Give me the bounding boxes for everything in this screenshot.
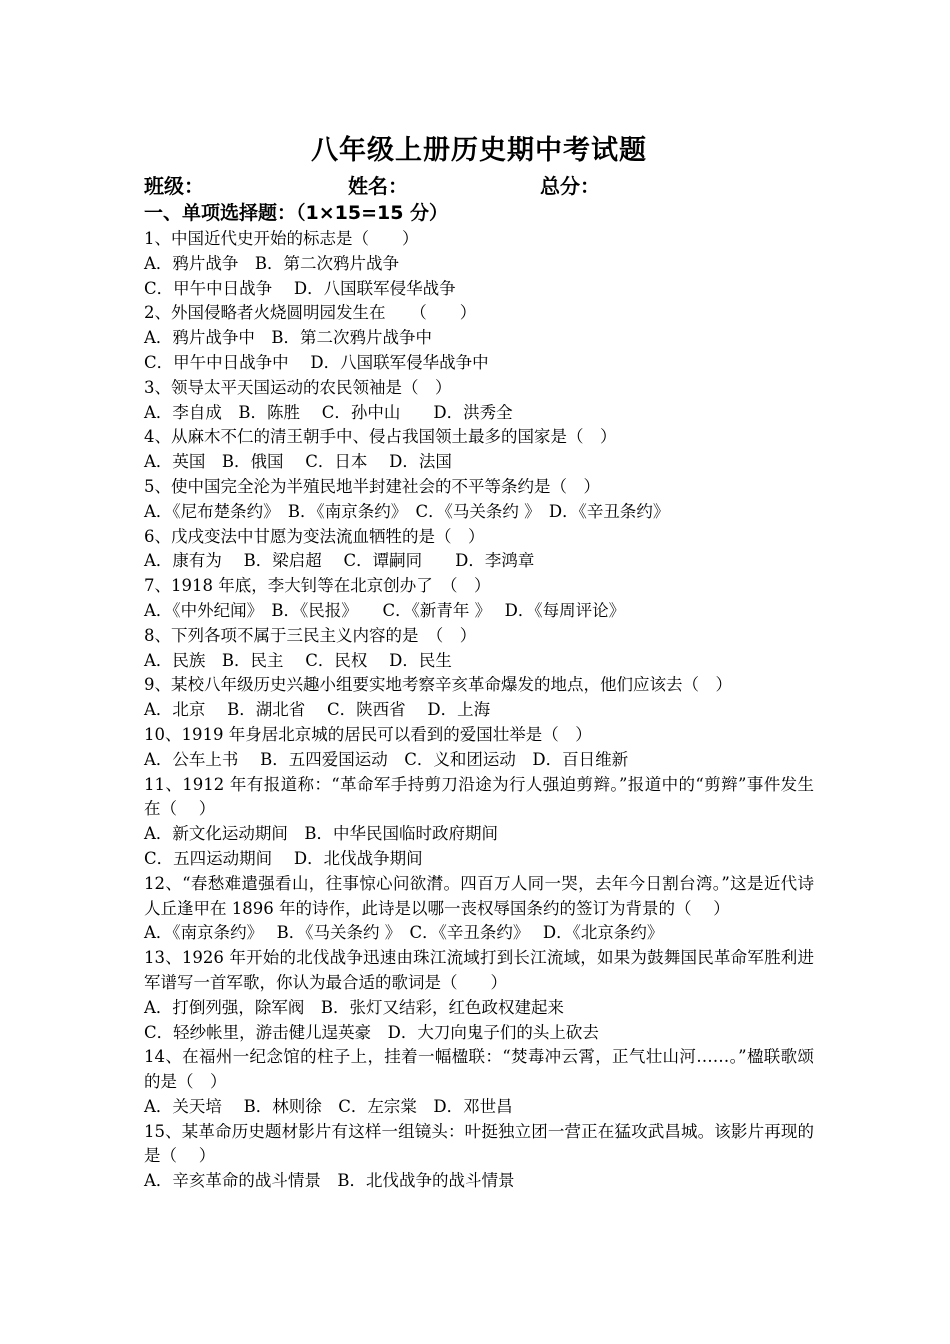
question-text: 11、1912 年有报道称：“革命军手持剪刀沿途为行人强迫剪辫。”报道中的“剪辫”事件发生在（ ） [144, 774, 814, 819]
question-text: 4、从麻木不仁的清王朝手中、侵占我国领土最多的国家是（ ） [144, 427, 617, 447]
question-text: 14、在福州一纪念馆的柱子上，挂着一幅楹联：“焚毒冲云霄，正气壮山河……。”楹联歌颂的是（ ） [144, 1047, 814, 1092]
answer-options: A．《尼布楚条约》 B．《南京条约》 C．《马关条约 》 D．《辛丑条约》 [144, 501, 670, 521]
exam-page [144, 132, 814, 1194]
answer-options: A．辛亥革命的战斗情景 B．北伐战争的战斗情景 [144, 1171, 515, 1191]
answer-options: A．新文化运动期间 B．中华民国临时政府期间 [144, 824, 499, 844]
question-text: 12、“春愁难遣强看山，往事惊心问欲潸。四百万人同一哭，去年今日割台湾。”这是近代诗人丘逢甲在 1896 年的诗作，此诗是以哪一丧权辱国条约的签订为背景的（ ） [144, 873, 814, 918]
answer-options: A．关天培 B．林则徐 C．左宗棠 D．邓世昌 [144, 1096, 513, 1116]
student-info-row [144, 172, 814, 200]
answer-options: A．鸦片战争中 B．第二次鸦片战争中 [144, 328, 433, 348]
question-text: 2、外国侵略者火烧圆明园发生在 （ ） [144, 303, 477, 323]
section-heading: 一、单项选择题：（1×15=15 分） [144, 202, 449, 224]
answer-options: A．康有为 B．梁启超 C．谭嗣同 D．李鸿章 [144, 551, 535, 571]
answer-options: A．北京 B．湖北省 C．陕西省 D．上海 [144, 700, 491, 720]
score-label: 总分： [540, 174, 600, 198]
answer-options: A．民族 B．民主 C．民权 D．民生 [144, 650, 452, 670]
question-text: 7、1918 年底，李大钊等在北京创办了 （ ） [144, 576, 491, 596]
class-label: 班级： [144, 174, 204, 198]
answer-options: C．甲午中日战争 D．八国联军侵华战争 [144, 278, 456, 298]
answer-options: A．公车上书 B．五四爱国运动 C．义和团运动 D．百日维新 [144, 749, 629, 769]
question-text: 13、1926 年开始的北伐战争迅速由珠江流域打到长江流域，如果为鼓舞国民革命军胜利进军谱写一首军歌，你认为最合适的歌词是（ ） [144, 948, 814, 992]
name-label: 姓名： [348, 174, 408, 198]
answer-options: A．英国 B．俄国 C．日本 D．法国 [144, 452, 452, 472]
question-text: 1、中国近代史开始的标志是（ ） [144, 229, 419, 248]
answer-options: A．打倒列强，除军阀 B．张灯又结彩，红色政权建起来 [144, 997, 565, 1017]
question-text: 8、下列各项不属于三民主义内容的是 （ ） [144, 625, 477, 645]
question-text: 9、某校八年级历史兴趣小组要实地考察辛亥革命爆发的地点，他们应该去（ ） [144, 675, 732, 695]
answer-options: C．轻纱帐里，游击健儿逞英豪 D．大刀向鬼子们的头上砍去 [144, 1022, 599, 1042]
answer-options: A．李自成 B．陈胜 C．孙中山 D．洪秀全 [144, 402, 513, 422]
question-text: 10、1919 年身居北京城的居民可以看到的爱国壮举是（ ） [144, 724, 592, 744]
question-text: 5、使中国完全沦为半殖民地半封建社会的不平等条约是（ ） [144, 476, 600, 496]
question-text: 6、戊戌变法中甘愿为变法流血牺牲的是（ ） [144, 526, 485, 546]
answer-options: A．《中外纪闻》 B．《民报》 C．《新青年 》 D．《每周评论》 [144, 600, 626, 620]
answer-options: C．五四运动期间 D．北伐战争期间 [144, 848, 423, 868]
question-text: 15、某革命历史题材影片有这样一组镜头：叶挺独立团一营正在猛攻武昌城。该影片再现的是（ ） [144, 1121, 814, 1166]
answer-options: C．甲午中日战争中 D．八国联军侵华战争中 [144, 352, 489, 372]
answer-options: A．《南京条约》 B．《马关条约 》 C．《辛丑条约》 D．《北京条约》 [144, 923, 664, 943]
answer-options: A．鸦片战争 B．第二次鸦片战争 [144, 253, 400, 273]
question-list [144, 227, 814, 1194]
question-text: 3、领导太平天国运动的农民领袖是（ ） [144, 377, 452, 397]
page-title: 八年级上册历史期中考试题 [311, 135, 647, 166]
